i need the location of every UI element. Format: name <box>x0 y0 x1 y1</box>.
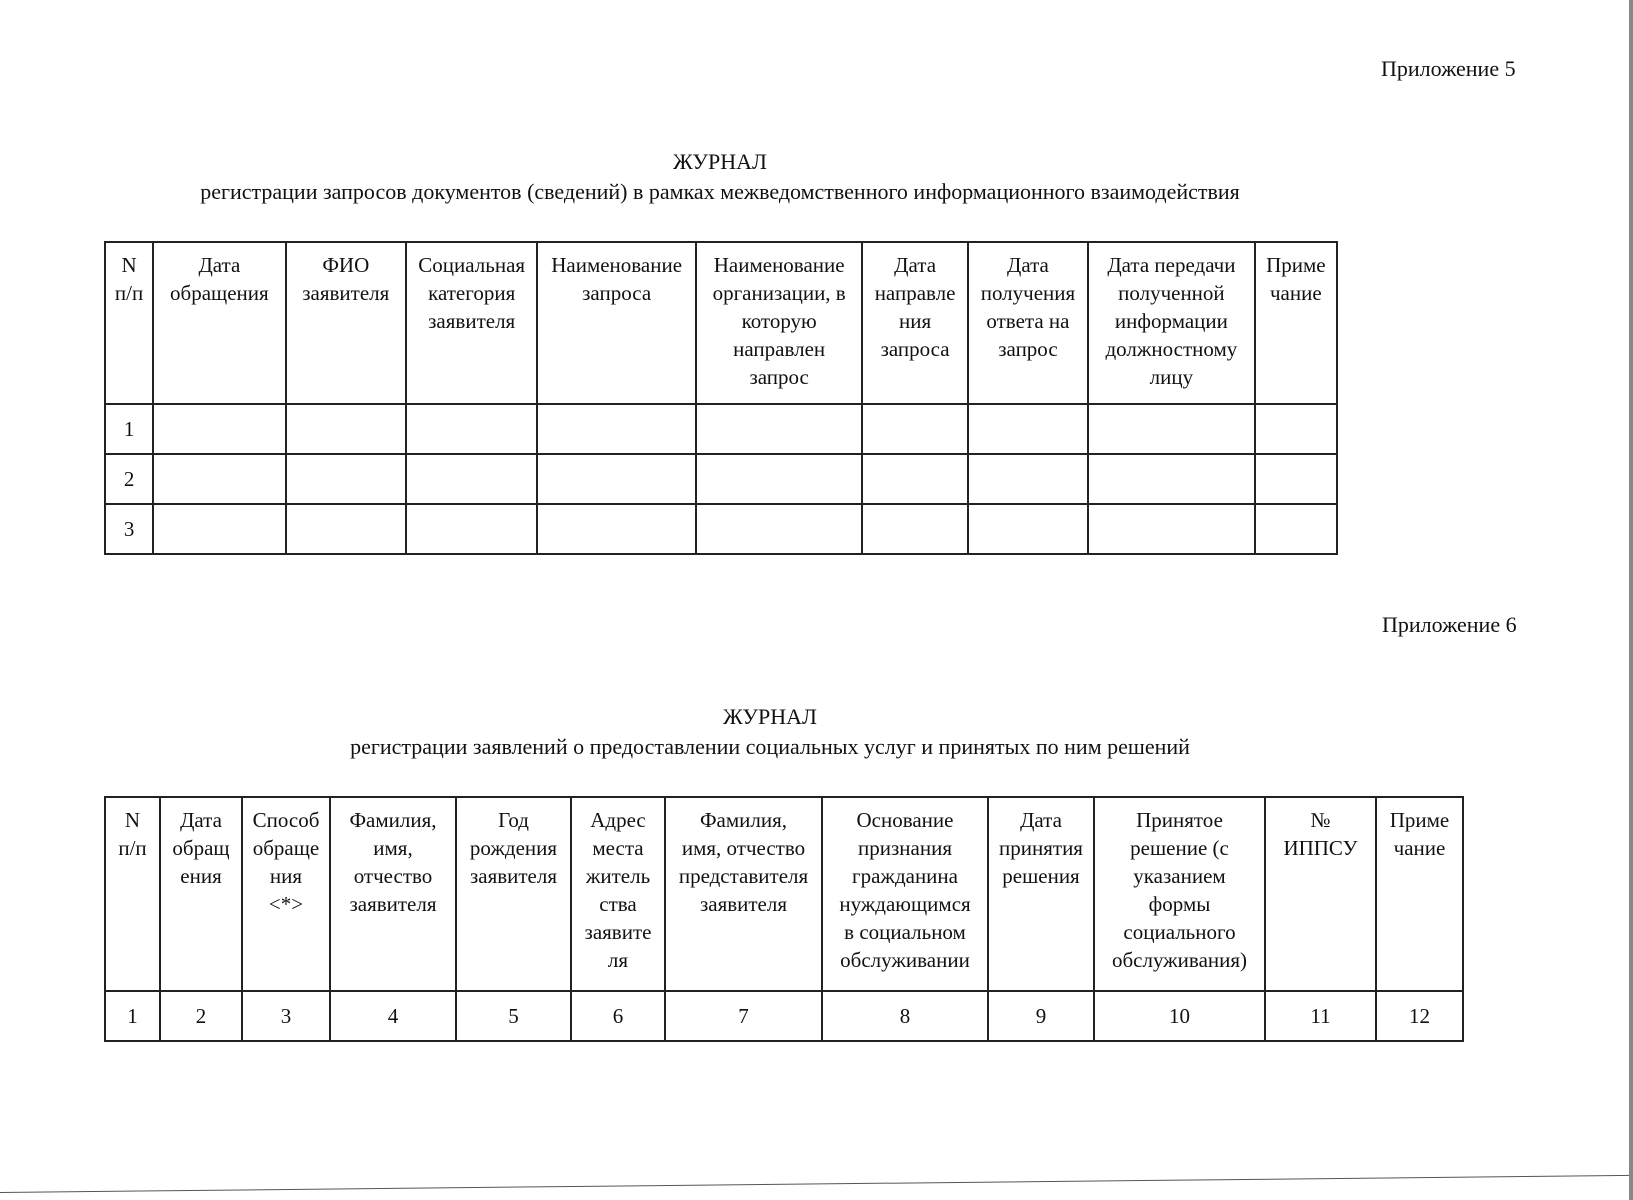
journal-6-title: ЖУРНАЛ <box>723 704 817 729</box>
empty-cell <box>968 504 1088 554</box>
column-number-cell: 11 <box>1265 991 1376 1041</box>
appendix-5-label: Приложение 5 <box>1381 56 1516 81</box>
column-header: Фамилия, имя, отчество заявителя <box>330 797 456 991</box>
empty-cell <box>1255 404 1337 454</box>
column-header: Основание признания гражданина нуждающимся в социальном обслуживании <box>822 797 988 991</box>
empty-cell <box>968 404 1088 454</box>
column-number-cell: 6 <box>571 991 665 1041</box>
empty-cell <box>406 454 537 504</box>
empty-cell <box>286 454 406 504</box>
column-number-cell: 8 <box>822 991 988 1041</box>
journal-6-subtitle: регистрации заявлений о предоставлении социальных услуг и принятых по ним решений <box>350 734 1190 759</box>
table-row <box>105 454 1337 504</box>
column-number-cell: 2 <box>160 991 242 1041</box>
empty-cell <box>696 454 863 504</box>
empty-cell <box>696 504 863 554</box>
column-header: ФИО заявителя <box>286 242 406 404</box>
empty-cell <box>153 404 285 454</box>
empty-cell <box>862 404 967 454</box>
column-header: Наименование запроса <box>537 242 696 404</box>
column-header: Адрес места житель ства заявите ля <box>571 797 665 991</box>
empty-cell <box>968 454 1088 504</box>
empty-cell <box>537 454 696 504</box>
journal-5-title: ЖУРНАЛ <box>673 149 767 174</box>
column-header: Дата принятия решения <box>988 797 1094 991</box>
column-header: N п/п <box>105 797 160 991</box>
column-number-cell: 1 <box>105 991 160 1041</box>
table-header-row <box>105 797 1463 991</box>
table-row <box>105 404 1337 454</box>
journal-5-subtitle: регистрации запросов документов (сведений) в рамках межведомственного информационного взаимодействия <box>200 179 1240 204</box>
empty-cell <box>1088 454 1255 504</box>
empty-cell <box>696 404 863 454</box>
column-header: Год рождения заявителя <box>456 797 571 991</box>
empty-cell <box>537 404 696 454</box>
row-number-cell: 1 <box>105 404 153 454</box>
row-number-cell: 2 <box>105 454 153 504</box>
empty-cell <box>537 504 696 554</box>
empty-cell <box>286 404 406 454</box>
empty-cell <box>1255 454 1337 504</box>
journal-6-table <box>104 796 1464 1042</box>
column-header: Наименование организации, в которую направлен запрос <box>696 242 863 404</box>
column-number-cell: 9 <box>988 991 1094 1041</box>
appendix-6-label: Приложение 6 <box>1382 612 1517 637</box>
column-header: Дата обращ ения <box>160 797 242 991</box>
column-number-cell: 12 <box>1376 991 1463 1041</box>
empty-cell <box>1088 504 1255 554</box>
column-number-row <box>105 991 1463 1041</box>
column-number-cell: 5 <box>456 991 571 1041</box>
empty-cell <box>1255 504 1337 554</box>
empty-cell <box>862 454 967 504</box>
empty-cell <box>862 504 967 554</box>
column-header: № ИППСУ <box>1265 797 1376 991</box>
column-header: Приме чание <box>1255 242 1337 404</box>
table-header-row <box>105 242 1337 404</box>
column-header: Приме чание <box>1376 797 1463 991</box>
empty-cell <box>1088 404 1255 454</box>
empty-cell <box>406 404 537 454</box>
column-number-cell: 7 <box>665 991 822 1041</box>
column-header: Фамилия, имя, отчество представителя заявителя <box>665 797 822 991</box>
scan-edge-shadow <box>1629 0 1633 1200</box>
column-number-cell: 4 <box>330 991 456 1041</box>
column-header: Дата направле ния запроса <box>862 242 967 404</box>
table-row <box>105 504 1337 554</box>
column-header: Социальная категория заявителя <box>406 242 537 404</box>
column-number-cell: 10 <box>1094 991 1265 1041</box>
journal-5-table <box>104 241 1338 555</box>
column-header: Дата передачи полученной информации должностному лицу <box>1088 242 1255 404</box>
empty-cell <box>286 504 406 554</box>
column-number-cell: 3 <box>242 991 330 1041</box>
row-number-cell: 3 <box>105 504 153 554</box>
column-header: Дата обращения <box>153 242 285 404</box>
column-header: Дата получения ответа на запрос <box>968 242 1088 404</box>
empty-cell <box>153 454 285 504</box>
column-header: N п/п <box>105 242 153 404</box>
empty-cell <box>406 504 537 554</box>
column-header: Способ обраще ния <*> <box>242 797 330 991</box>
scan-artifact-line <box>0 1175 1633 1193</box>
column-header: Принятое решение (с указанием формы социального обслуживания) <box>1094 797 1265 991</box>
empty-cell <box>153 504 285 554</box>
